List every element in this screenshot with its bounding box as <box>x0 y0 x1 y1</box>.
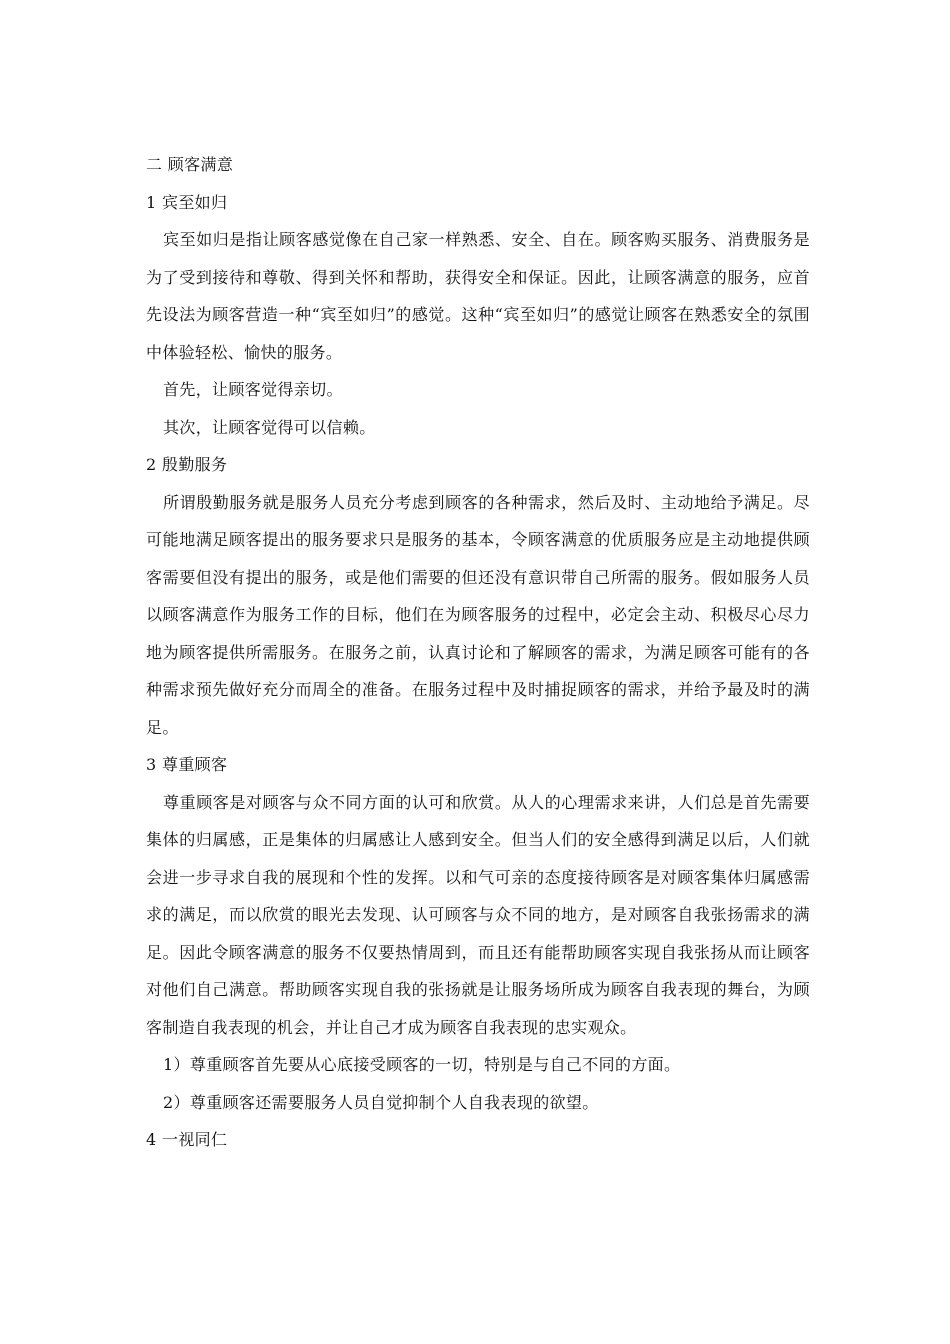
paragraph-1-3: 其次，让顾客觉得可以信赖。 <box>163 417 376 437</box>
subsection-title-1: 1 宾至如归 <box>146 192 228 212</box>
paragraph-3-3: 2）尊重顾客还需要服务人员自觉抑制个人自我表现的欲望。 <box>163 1092 599 1112</box>
paragraph-3-1: 尊重顾客是对顾客与众不同方面的认可和欣赏。从人的心理需求来讲，人们总是首先需要集体的归属感，正是集体的归属感让人感到安全。但当人们的安全感得到满足以后，人们就会进一步寻求自我的展现和个性的发挥。以和气可亲的态度接待顾客是对顾客集体归属感需求的满足，而以欣赏的眼光去发现、认可顾客与众不同的地方，是对顾客自我张扬需求的满足。因此令顾客满意的服务不仅要热情周到，而且还有能帮助顾客实现自我张扬从而让顾客对他们自己满意。帮助顾客实现自我的张扬就是让服务场所成为顾客自我表现的舞台，为顾客制造自我表现的机会，并让自己才成为顾客自我表现的忠实观众。 <box>146 792 810 1037</box>
subsection-title-3: 3 尊重顾客 <box>146 755 228 774</box>
subsection-title-4: 4 一视同仁 <box>146 1130 228 1149</box>
paragraph-3-2: 1）尊重顾客首先要从心底接受顾客的一切，特别是与自己不同的方面。 <box>163 1055 681 1074</box>
paragraph-1-2: 首先，让顾客觉得亲切。 <box>163 380 343 399</box>
document-body <box>146 146 810 1159</box>
paragraph-2-1: 所谓殷勤服务就是服务人员充分考虑到顾客的各种需求，然后及时、主动地给予满足。尽可能地满足顾客提出的服务要求只是服务的基本，令顾客满意的优质服务应是主动地提供顾客需要但没有提出的服务，或是他们需要的但还没有意识带自己所需的服务。假如服务人员以顾客满意作为服务工作的目标，他们在为顾客服务的过程中，必定会主动、积极尽心尽力地为顾客提供所需服务。在服务之前，认真讨论和了解顾客的需求，为满足顾客可能有的各种需求预先做好充分而周全的准备。在服务过程中及时捕捉顾客的需求，并给予最及时的满足。 <box>146 492 810 737</box>
section-heading: 二 顾客满意 <box>146 155 234 174</box>
paragraph-1-1: 宾至如归是指让顾客感觉像在自己家一样熟悉、安全、自在。顾客购买服务、消费服务是为了受到接待和尊敬、得到关怀和帮助，获得安全和保证。因此，让顾客满意的服务，应首先设法为顾客营造一种“宾至如归”的感觉。这种“宾至如归”的感觉让顾客在熟悉安全的氛围中体验轻松、愉快的服务。 <box>146 230 810 362</box>
subsection-title-2: 2 殷勤服务 <box>146 455 228 474</box>
